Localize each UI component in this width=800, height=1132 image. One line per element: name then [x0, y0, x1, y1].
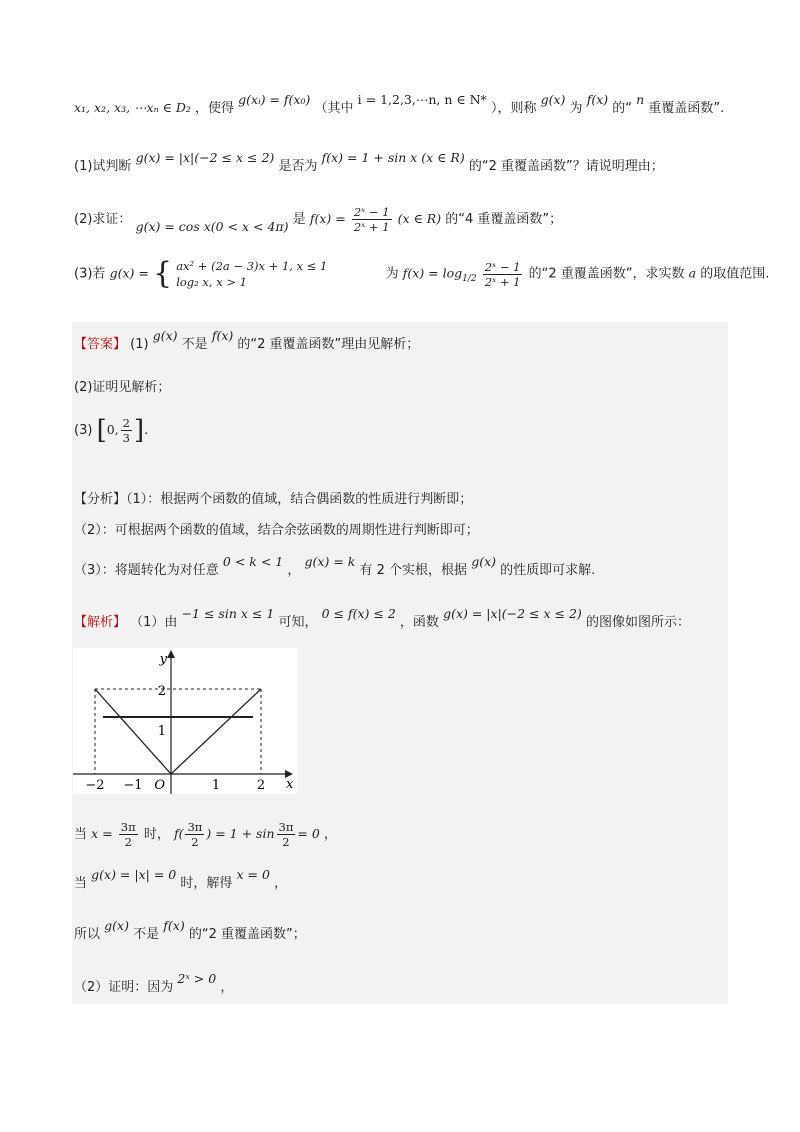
w1-sin-den: 2	[282, 835, 290, 849]
w1-a: 当	[74, 827, 88, 842]
analysis-g: g(x)	[471, 554, 496, 569]
w2-a: 当	[74, 876, 88, 891]
intro-text-3: ），则称	[490, 101, 537, 116]
q3-mid: 为	[385, 266, 399, 282]
q3-a: a	[688, 265, 697, 281]
y-axis-label: y	[159, 652, 167, 667]
answer-g: g(x)	[152, 328, 178, 343]
w1-f-fraction	[185, 820, 204, 849]
x-tick-neg2: −2	[85, 778, 105, 793]
case-2: log₂ x, x > 1	[176, 275, 247, 289]
answer-p3-end: .	[144, 423, 149, 438]
w1-f-num: 3π	[187, 820, 203, 834]
answer-p3-zero: 0,	[106, 422, 119, 437]
question-2	[74, 205, 562, 234]
analysis-l1: （1）：根据两个函数的值域，结合偶函数的性质进行判断即；	[126, 492, 473, 507]
abs-value-graph	[73, 648, 297, 794]
answer-line-1	[74, 328, 420, 355]
y-tick-2: 2	[157, 684, 166, 699]
q2-fraction-den: 2ˣ + 1	[353, 220, 390, 234]
solution-line-3	[74, 867, 288, 894]
solution-line-4	[74, 918, 306, 945]
w3-f: f(x)	[163, 918, 185, 933]
intro-text-6: 重覆盖函数”.	[648, 101, 725, 116]
w1-x-fraction	[119, 820, 138, 849]
intro-line	[74, 92, 725, 119]
analysis-line-2	[74, 521, 479, 541]
sin-inequality: −1 ≤ sin x ≤ 1	[181, 606, 275, 621]
solution-tag: 【解析】	[74, 615, 127, 630]
w3-a: 所以	[74, 927, 101, 942]
answer-fraction-den: 3	[122, 431, 130, 445]
f-label: f(x)	[586, 92, 609, 107]
q1-g-expr: g(x) = |x|(−2 ≤ x ≤ 2)	[135, 150, 275, 165]
x-tick-1: 1	[211, 778, 221, 793]
piecewise-cases	[176, 258, 327, 290]
answer-fraction	[121, 416, 132, 445]
analysis-l2: （2）：可根据两个函数的值域，结合余弦函数的周期性进行判断即可；	[74, 523, 479, 538]
solution-s1-b: 可知，	[278, 615, 318, 630]
equality-expr: g(xᵢ) = f(x₀)	[238, 92, 311, 107]
g-label: g(x)	[540, 92, 566, 107]
w2-x: x = 0	[236, 867, 270, 882]
intro-text-2: （其中	[314, 101, 354, 116]
y-tick-1: 1	[157, 724, 166, 739]
q3-suffix: 的“2 重覆盖函数”，求实数	[528, 266, 685, 282]
answer-p1-suffix: 的“2 重覆盖函数”理由见解析；	[237, 337, 420, 352]
analysis-line-1	[74, 490, 472, 510]
solution-line-2	[74, 820, 337, 849]
answer-p3-prefix: (3)	[74, 423, 93, 438]
answer-line-2	[74, 378, 170, 398]
w2-eq: g(x) = |x| = 0	[91, 867, 177, 882]
log-base: 1/2	[462, 274, 477, 285]
solution-g-expr: g(x) = |x|(−2 ≤ x ≤ 2)	[443, 606, 582, 621]
x-tick-neg1: −1	[123, 778, 143, 793]
solution-line-1	[74, 606, 690, 633]
q2-prefix: (2)求证：	[74, 212, 132, 227]
q2-mid: 是	[292, 212, 306, 227]
analysis-l3-b: ，	[287, 563, 301, 578]
q2-fraction	[352, 205, 392, 234]
answer-line-3	[74, 416, 148, 445]
q3-fraction-num: 2ˣ − 1	[484, 259, 521, 274]
w1-f2: ) = 1 + sin	[206, 826, 275, 841]
w1-sin-fraction	[277, 820, 296, 849]
w4-a: （2）证明：因为	[74, 980, 174, 995]
w2-b: 时，解得	[180, 876, 233, 891]
q3-fraction-den: 2ˣ + 1	[484, 274, 521, 289]
q2-f-left: f(x) =	[309, 211, 346, 226]
answer-tag: 【答案】	[74, 337, 127, 352]
q2-g-expr: g(x) = cos x(0 < x < 4π)	[135, 219, 289, 234]
w3-g: g(x)	[104, 918, 129, 933]
abs-x-curve	[95, 689, 261, 774]
analysis-line-3	[74, 554, 596, 581]
question-3	[74, 258, 769, 290]
q3-f-left: f(x) = log	[402, 265, 463, 281]
n-label: n	[636, 92, 645, 107]
w4-ineq: 2ˣ > 0	[177, 971, 217, 986]
w1-f3: = 0	[297, 826, 320, 841]
x-tick-2: 2	[256, 778, 266, 793]
analysis-l3-d: 的性质即可求解.	[500, 563, 596, 578]
answer-p1-mid: 不是	[181, 337, 208, 352]
w3-c: 的“2 重覆盖函数”；	[188, 927, 306, 942]
answer-p1-prefix: (1)	[130, 337, 149, 352]
w1-x-den: 2	[124, 835, 132, 849]
analysis-eq: g(x) = k	[304, 554, 356, 569]
q3-fraction	[483, 260, 523, 289]
q3-end: 的取值范围.	[700, 266, 770, 282]
q1-f-expr: f(x) = 1 + sin x (x ∈ R)	[321, 150, 465, 165]
w4-b: ，	[220, 980, 234, 995]
q1-mid: 是否为	[278, 159, 318, 174]
case-1: ax² + (2a − 3)x + 1, x ≤ 1	[176, 259, 328, 273]
index-condition: i = 1,2,3,⋯n, n ∈ N*	[357, 92, 487, 107]
q2-suffix: 的“4 重覆盖函数”；	[445, 212, 563, 227]
q3-prefix: (3)若	[74, 266, 106, 282]
intro-text-1: ，使得	[195, 101, 235, 116]
q1-suffix: 的“2 重覆盖函数”？请说明理由；	[468, 159, 664, 174]
x-axis-label: x	[286, 777, 294, 792]
left-bracket: [	[96, 415, 107, 446]
answer-fraction-num: 2	[122, 416, 130, 430]
origin-label: O	[154, 778, 165, 793]
answer-p2: (2)证明见解析；	[74, 380, 171, 395]
w1-sin-num: 3π	[278, 820, 294, 834]
analysis-l3-a: （3）：将题转化为对任意	[74, 563, 219, 578]
w1-x-num: 3π	[120, 820, 136, 834]
piecewise-brace: {	[152, 256, 173, 291]
right-bracket: ]	[133, 415, 145, 446]
y-axis-arrow	[167, 650, 175, 658]
question-1	[74, 150, 664, 177]
solution-line-5	[74, 971, 234, 998]
answer-f: f(x)	[211, 328, 234, 343]
w1-f-den: 2	[191, 835, 199, 849]
solution-s1-a: （1）由	[130, 615, 178, 630]
solution-s1-c: ，函数	[399, 615, 439, 630]
q3-g-left: g(x) =	[109, 265, 149, 281]
intro-text-5: 的“	[612, 101, 633, 116]
graph-svg	[73, 648, 297, 794]
analysis-k-cond: 0 < k < 1	[222, 554, 284, 569]
w2-c: ，	[274, 876, 288, 891]
w1-c: ，	[323, 827, 337, 842]
w3-b: 不是	[133, 927, 160, 942]
w1-b: 时，	[143, 827, 170, 842]
intro-text-4: 为	[569, 101, 583, 116]
w1-f: f(	[173, 826, 184, 841]
analysis-tag: 【分析】	[74, 492, 127, 507]
q1-prefix: (1)试判断	[74, 159, 132, 174]
q2-f-right: (x ∈ R)	[397, 211, 442, 226]
w1-x: x =	[91, 826, 113, 841]
solution-s1-d: 的图像如图所示：	[585, 615, 690, 630]
q2-fraction-num: 2ˣ − 1	[353, 205, 390, 219]
f-range: 0 ≤ f(x) ≤ 2	[321, 606, 396, 621]
sequence-expr: x₁, x₂, x₃, ⋯xₙ ∈ D₂	[74, 100, 191, 115]
analysis-l3-c: 有 2 个实根，根据	[359, 563, 468, 578]
